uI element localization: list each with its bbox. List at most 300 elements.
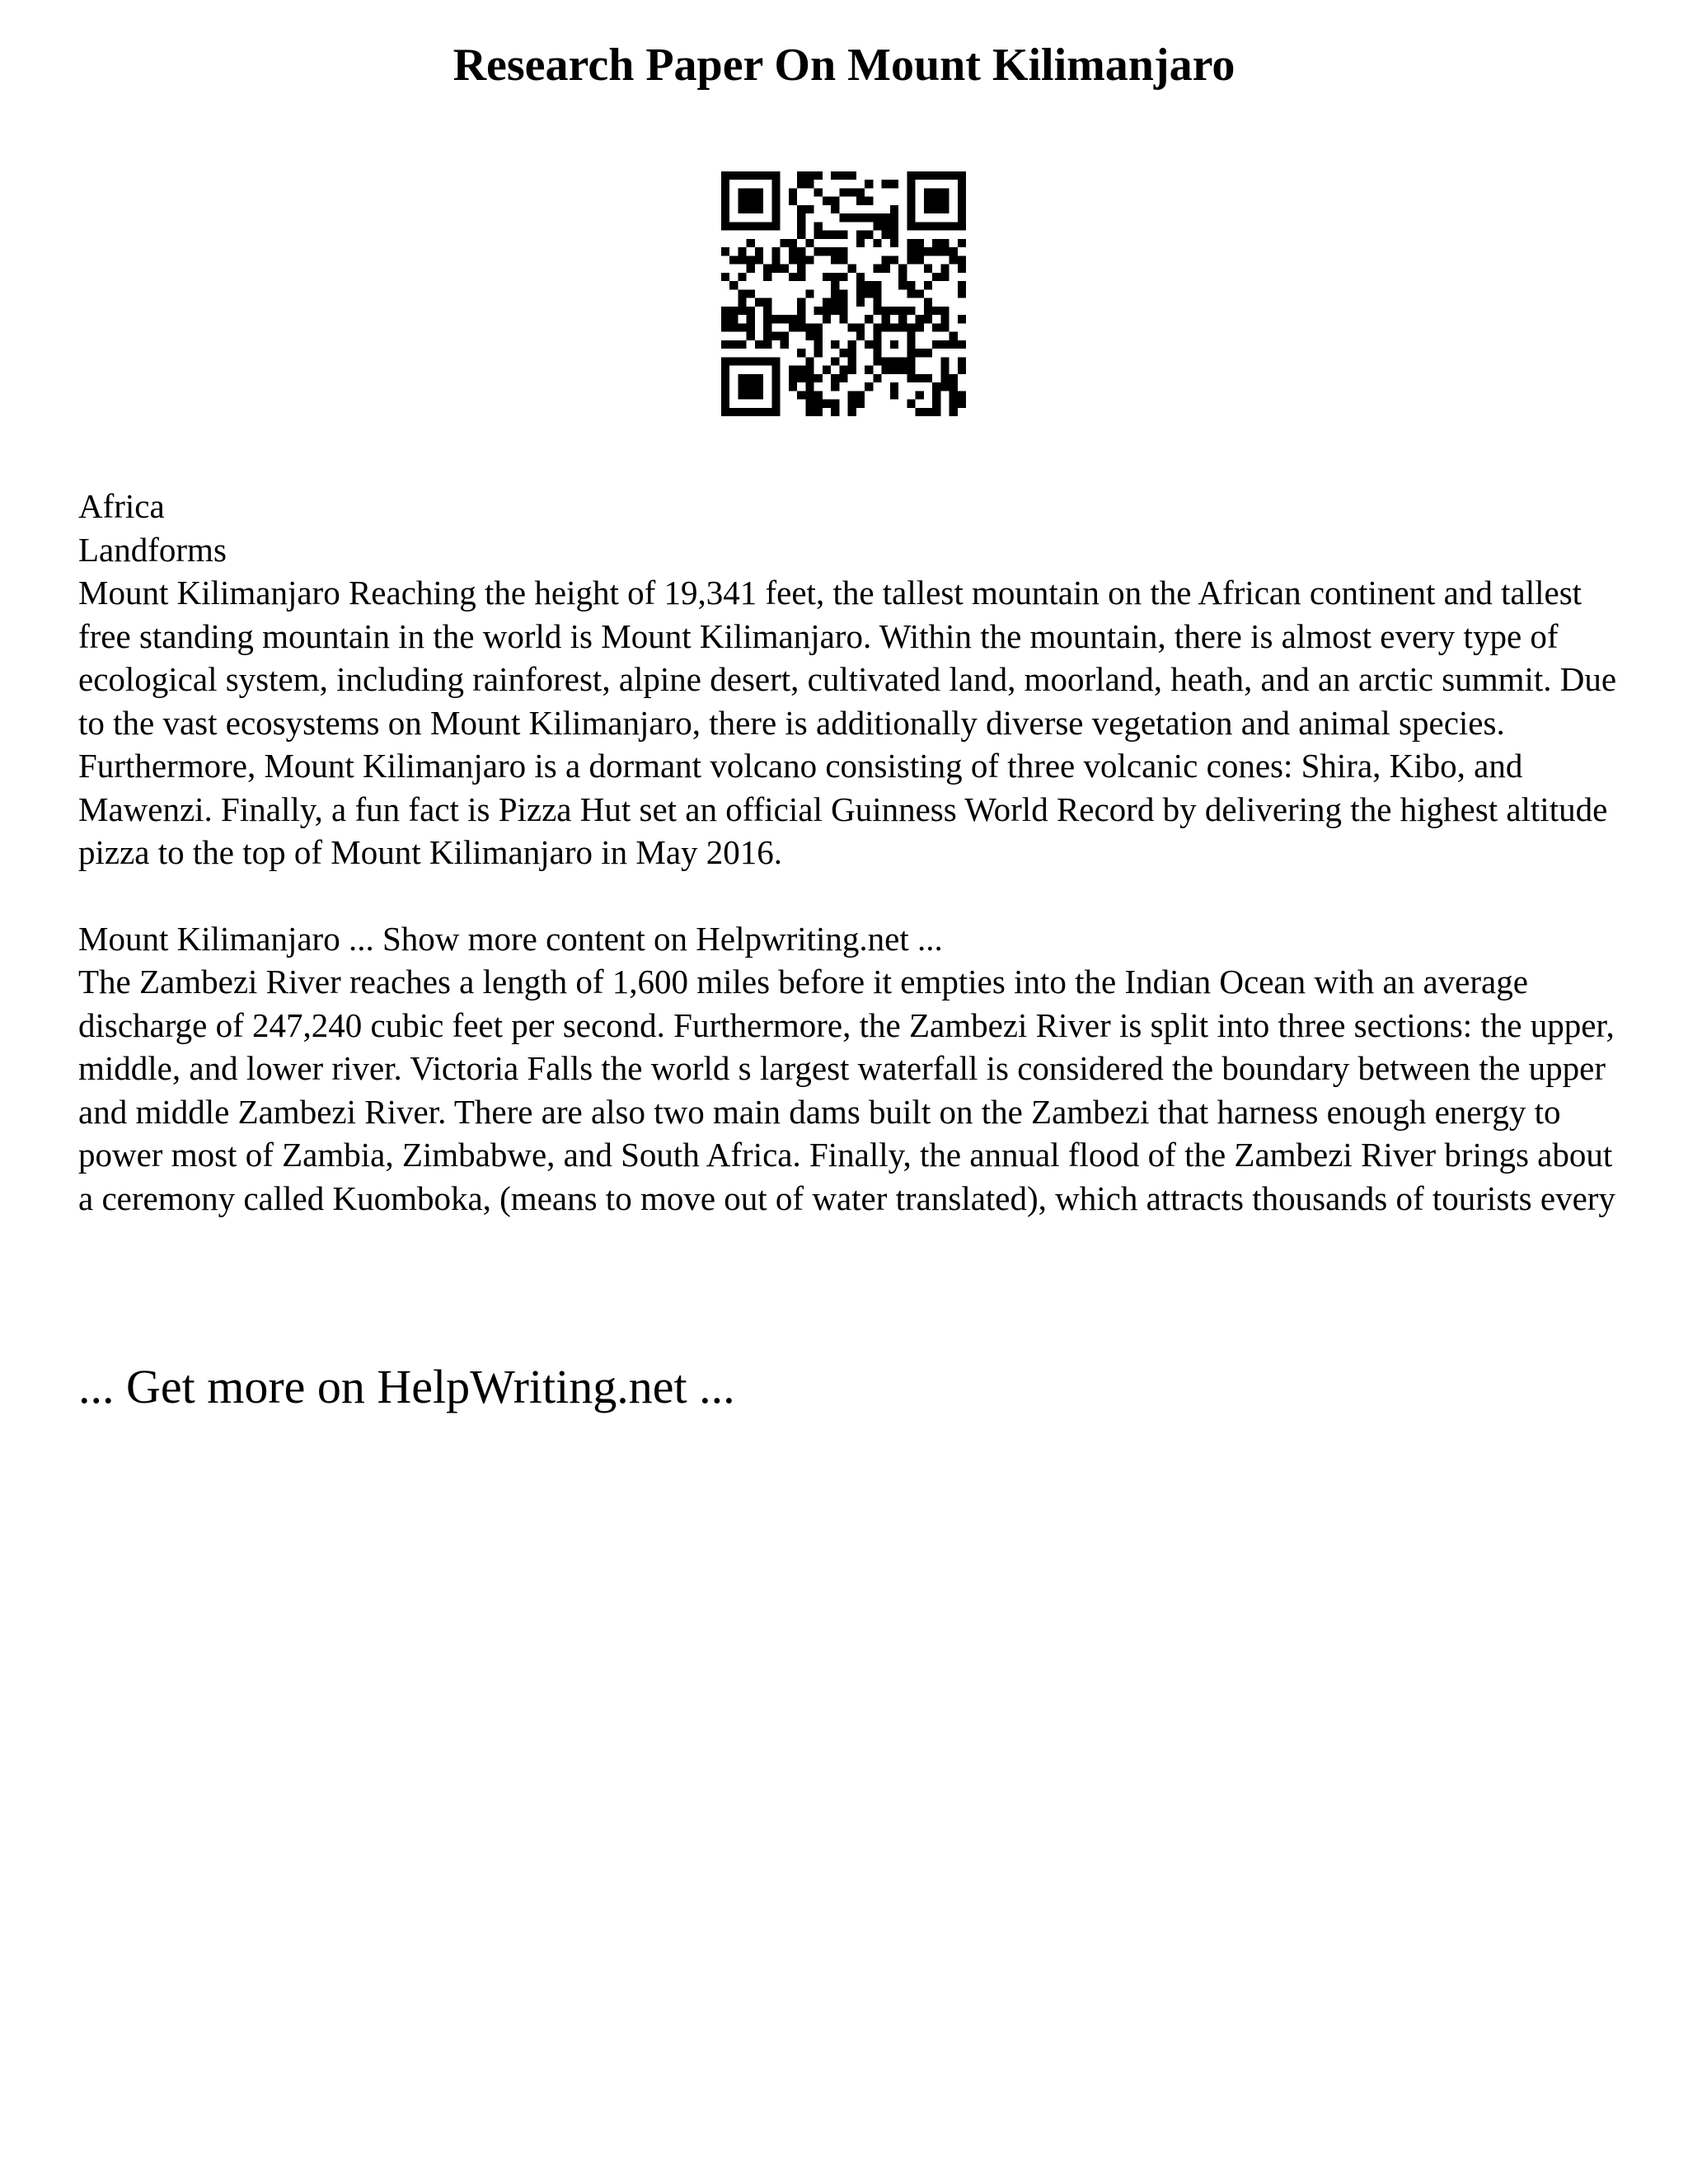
qr-module [848,323,856,331]
qr-module [755,205,763,213]
qr-module [907,357,915,365]
qr-module [747,307,755,315]
qr-module [738,357,746,365]
qr-module [924,307,932,315]
qr-module [771,247,780,255]
qr-module [890,357,898,365]
qr-module [747,222,755,230]
qr-module [848,265,856,273]
qr-module [797,171,805,180]
qr-module [729,222,738,230]
qr-module [823,400,831,408]
qr-module [814,408,823,416]
qr-module [873,298,881,307]
qr-module [747,382,755,391]
qr-module [882,255,890,264]
qr-module [848,400,856,408]
qr-module [856,273,865,281]
qr-module [781,332,789,340]
qr-module [814,231,823,239]
qr-module [781,315,789,323]
qr-module [805,400,814,408]
qr-module [924,408,932,416]
qr-module [924,349,932,357]
qr-module [814,171,823,180]
qr-module [940,366,949,374]
qr-module [721,213,729,222]
qr-module [848,357,856,365]
qr-module [950,332,958,340]
show-more-link[interactable]: Mount Kilimanjaro ... Show more content on Helpwriting.net ... [78,919,943,958]
qr-module [755,255,763,264]
qr-module [932,340,940,349]
qr-module [789,323,797,331]
qr-module [721,357,729,365]
qr-module [823,197,831,205]
qr-module [747,408,755,416]
qr-module [924,197,932,205]
qr-module [814,247,823,255]
qr-module [755,247,763,255]
qr-module [873,332,881,340]
qr-module [916,247,924,255]
qr-module [755,222,763,230]
qr-module [916,255,924,264]
qr-module [823,298,831,307]
qr-module [924,281,932,289]
qr-module [958,289,966,298]
qr-module [950,171,958,180]
qr-module [738,382,746,391]
qr-module [721,400,729,408]
qr-module [738,188,746,196]
qr-module [738,197,746,205]
qr-module [814,374,823,382]
qr-module [848,408,856,416]
qr-module [721,408,729,416]
qr-module [771,382,780,391]
qr-module [823,366,831,374]
qr-module [958,239,966,247]
qr-module [738,205,746,213]
qr-module [856,391,865,399]
qr-module [789,188,797,196]
qr-module [738,273,746,281]
qr-module [873,281,881,289]
qr-module [924,315,932,323]
qr-module [831,307,839,315]
qr-module [958,188,966,196]
qr-module [729,323,738,331]
qr-module [771,374,780,382]
qr-module [950,391,958,399]
qr-module [797,307,805,315]
qr-module [805,357,814,365]
qr-module [907,289,915,298]
qr-module [958,340,966,349]
qr-module [763,323,771,331]
qr-module [856,323,865,331]
qr-module [848,171,856,180]
qr-module [771,205,780,213]
qr-module [789,366,797,374]
qr-module [763,222,771,230]
qr-module [797,222,805,230]
qr-module [907,332,915,340]
qr-module [916,391,924,399]
qr-module [865,213,873,222]
qr-module [814,307,823,315]
qr-module [940,197,949,205]
qr-module [771,222,780,230]
qr-code-icon [721,171,966,416]
qr-module [763,340,771,349]
qr-module [890,239,898,247]
qr-module [805,323,814,331]
qr-module [831,289,839,298]
qr-module [958,205,966,213]
qr-module [738,340,746,349]
qr-module [856,231,865,239]
qr-module [839,298,847,307]
qr-module [890,222,898,230]
qr-module [907,188,915,196]
qr-module [797,255,805,264]
qr-module [924,265,932,273]
qr-module [763,265,771,273]
qr-module [771,255,780,264]
qr-module [839,307,847,315]
qr-module [763,171,771,180]
qr-module [873,213,881,222]
qr-module [916,349,924,357]
qr-module [865,315,873,323]
qr-module [856,197,865,205]
qr-module [865,197,873,205]
qr-module [856,332,865,340]
qr-module [907,374,915,382]
qr-module [805,289,814,298]
qr-module [907,349,915,357]
qr-module [771,400,780,408]
qr-module [873,374,881,382]
qr-module [932,400,940,408]
qr-module [882,315,890,323]
qr-module [805,205,814,213]
qr-module [729,315,738,323]
qr-module [907,281,915,289]
qr-module [940,307,949,315]
qr-module [950,400,958,408]
qr-module [907,171,915,180]
qr-module [950,374,958,382]
qr-module [856,289,865,298]
qr-module [805,382,814,391]
qr-module [839,213,847,222]
qr-module [831,400,839,408]
qr-module [839,374,847,382]
qr-module [898,307,907,315]
qr-module [924,205,932,213]
qr-module [890,205,898,213]
qr-module [932,408,940,416]
qr-module [940,382,949,391]
qr-module [932,197,940,205]
qr-module [873,357,881,365]
qr-module [721,205,729,213]
qr-module [873,323,881,331]
qr-module [814,188,823,196]
qr-module [747,188,755,196]
qr-module [738,391,746,399]
paragraph-zambezi: The Zambezi River reaches a length of 1,600 miles before it empties into the Indian Ocean with an average discharge of 247,240 cubic feet per second. Furthermore, the Zambezi River is split into three sections: the upper, middle, and lower river. Victoria Falls the world s largest waterfall is considered the boundary between the upper and middle Zambezi River. There are also two main dams built on the Zambezi that harness enough energy to power most of Zambia, Zimbabwe, and South Africa. Finally, the annual flood of the Zambezi River brings about a ceremony called Kuomboka, (means to move out of water translated), which attracts thousands of tourists every [78,963,1615,1217]
qr-module [763,408,771,416]
qr-module [831,255,839,264]
qr-module [932,188,940,196]
qr-module [831,408,839,416]
qr-module [958,315,966,323]
qr-module [924,222,932,230]
qr-module [797,273,805,281]
qr-module [789,315,797,323]
qr-module [747,197,755,205]
qr-module [958,197,966,205]
qr-module [865,180,873,188]
qr-module [907,247,915,255]
qr-module [747,239,755,247]
qr-module [882,357,890,365]
qr-module [924,247,932,255]
qr-module [814,400,823,408]
qr-module [958,222,966,230]
qr-module [873,307,881,315]
qr-module [839,315,847,323]
qr-module [932,273,940,281]
qr-module [856,188,865,196]
qr-module [805,171,814,180]
qr-module [797,374,805,382]
qr-module [873,265,881,273]
qr-module [898,366,907,374]
qr-module [831,281,839,289]
qr-module [950,222,958,230]
qr-module [940,374,949,382]
qr-module [763,332,771,340]
qr-module [823,247,831,255]
paragraph-spacer [78,874,1628,917]
subcategory-line: Landforms [78,530,227,569]
qr-module [940,188,949,196]
qr-module [950,340,958,349]
qr-module [907,400,915,408]
qr-module [856,298,865,307]
qr-module [924,298,932,307]
qr-module [831,247,839,255]
qr-module [924,374,932,382]
qr-module [916,239,924,247]
qr-module [797,366,805,374]
qr-module [831,382,839,391]
qr-module [950,255,958,264]
qr-module [797,247,805,255]
qr-module [771,171,780,180]
qr-module [958,281,966,289]
qr-module [781,239,789,247]
qr-module [831,298,839,307]
qr-module [907,340,915,349]
qr-module [839,255,847,264]
qr-module [789,382,797,391]
qr-module [940,247,949,255]
qr-module [747,289,755,298]
qr-module [721,366,729,374]
qr-module [814,349,823,357]
qr-module [958,357,966,365]
qr-module [797,213,805,222]
qr-module [916,374,924,382]
qr-module [781,265,789,273]
qr-module [721,247,729,255]
qr-module [831,374,839,382]
qr-module [932,307,940,315]
qr-module [814,323,823,331]
get-more-link[interactable]: ... Get more on HelpWriting.net ... [78,1360,735,1413]
qr-module [789,247,797,255]
qr-module [747,265,755,273]
qr-module [755,298,763,307]
qr-module [797,349,805,357]
qr-module [738,307,746,315]
qr-module [755,391,763,399]
qr-module [771,180,780,188]
qr-module [805,391,814,399]
qr-module [823,315,831,323]
qr-module [771,391,780,399]
qr-module [932,391,940,399]
qr-module [797,323,805,331]
qr-module [789,239,797,247]
qr-module [932,382,940,391]
qr-module [856,213,865,222]
qr-module [831,357,839,365]
qr-module [890,391,898,399]
qr-module [890,307,898,315]
qr-module [831,205,839,213]
qr-module [865,366,873,374]
qr-module [721,315,729,323]
qr-module [755,188,763,196]
qr-module [958,171,966,180]
qr-module [839,171,847,180]
category-line: Africa [78,487,165,525]
qr-module [738,222,746,230]
qr-module [805,332,814,340]
qr-module [797,180,805,188]
qr-module [890,231,898,239]
qr-module [890,180,898,188]
qr-module [805,239,814,247]
qr-module [771,366,780,374]
qr-module [924,171,932,180]
qr-module [797,265,805,273]
qr-module [890,366,898,374]
qr-module [747,357,755,365]
qr-module [839,188,847,196]
qr-module [729,281,738,289]
qr-module [805,255,814,264]
qr-module [721,180,729,188]
qr-module [814,222,823,230]
qr-module [823,273,831,281]
qr-module [839,247,847,255]
qr-module [805,180,814,188]
qr-module [771,332,780,340]
qr-module [916,222,924,230]
qr-module [958,180,966,188]
qr-module [771,197,780,205]
qr-module [890,255,898,264]
qr-module [763,307,771,315]
qr-module [856,400,865,408]
qr-module [797,205,805,213]
qr-module [839,349,847,357]
qr-module [831,171,839,180]
qr-module [932,222,940,230]
qr-module [958,255,966,264]
qr-module [940,205,949,213]
qr-module [898,323,907,331]
qr-module [805,408,814,416]
qr-module [839,366,847,374]
qr-module [738,247,746,255]
qr-module [755,197,763,205]
qr-module [932,323,940,331]
qr-module [898,281,907,289]
qr-module [721,323,729,331]
qr-module [940,265,949,273]
qr-module [771,357,780,365]
qr-module [882,265,890,273]
qr-module [771,315,780,323]
qr-module [882,307,890,315]
qr-module [898,315,907,323]
qr-module [950,408,958,416]
qr-module [882,366,890,374]
qr-module [729,340,738,349]
qr-module [856,281,865,289]
qr-module [873,239,881,247]
paragraph-kilimanjaro: Mount Kilimanjaro Reaching the height of 19,341 feet, the tallest mountain on the African continent and tallest free standing mountain in the world is Mount Kilimanjaro. Within the mountain, there is almost every type of ecological system, including rainforest, alpine desert, cultivated land, moorland, heath, and an arctic summit. Due to the vast ecosystems on Mount Kilimanjaro, there is additionally diverse vegetation and animal species. Furthermore, Mount Kilimanjaro is a dormant volcano consisting of three volcanic cones: Shira, Kibo, and Mawenzi. Finally, a fun fact is Pizza Hut set an official Guinness World Record by delivering the highest altitude pizza to the top of Mount Kilimanjaro in May 2016. [78,574,1617,871]
qr-module [738,289,746,298]
qr-module [958,400,966,408]
qr-module [729,357,738,365]
qr-module [882,180,890,188]
qr-module [907,307,915,315]
qr-module [738,323,746,331]
qr-module [865,231,873,239]
qr-module [823,231,831,239]
qr-module [839,289,847,298]
qr-module [814,391,823,399]
qr-module [932,171,940,180]
qr-module [738,408,746,416]
qr-module [755,374,763,382]
qr-module [940,315,949,323]
qr-module [907,205,915,213]
qr-module [781,340,789,349]
qr-module [890,213,898,222]
qr-code-graphic [721,171,966,416]
